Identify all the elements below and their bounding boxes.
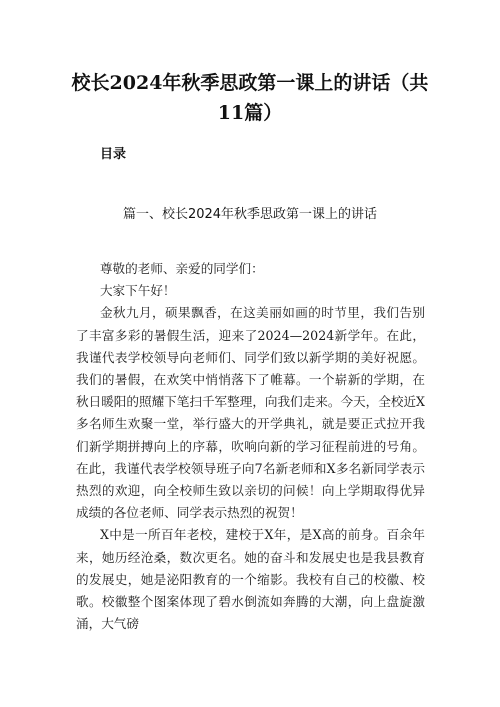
- greeting: 大家下午好！: [99, 283, 176, 299]
- salutation: 尊敬的老师、亲爱的同学们：: [99, 261, 264, 276]
- document-title: 校长2024年秋季思政第一课上的讲话（共11篇）: [71, 72, 429, 124]
- paragraph: X中是一所百年老校，建校于X年，是X高的前身。百余年来，她历经沧桑，数次更名。她的奋斗和发展史也是我县教育的发展史，她是泌阳教育的一个缩影。我校有自己的校徽、校歌。校徽整个图案体现了碧水倒流如奔腾的大潮，向上盘旋激涌，大气磅: [76, 527, 425, 632]
- toc-label: 目录: [100, 147, 127, 162]
- section-title: 篇一、校长2024年秋季思政第一课上的讲话: [122, 207, 378, 222]
- body-text: [76, 258, 425, 635]
- paragraph: 金秋九月，硕果飘香，在这美丽如画的时节里，我们告别了丰富多彩的暑假生活，迎来了2024—2024新学年。在此，我谨代表学校领导向老师们、同学们致以新学期的美好祝愿。我们的暑假，在欢笑中悄悄落下了帷幕。一个崭新的学期，在秋日暖阳的照耀下笔扫千军整理，向我们走来。今天，全校近X多名师生欢聚一堂，举行盛大的开学典礼，就是要正式拉开我们新学期拼搏向上的序幕，吹响向新的学习征程前进的号角。在此，我谨代表学校领导班子向7名新老师和X多名新同学表示热烈的欢迎，向全校师生致以亲切的问候！向上学期取得优异成绩的各位老师、同学表示热烈的祝贺！: [76, 305, 425, 521]
